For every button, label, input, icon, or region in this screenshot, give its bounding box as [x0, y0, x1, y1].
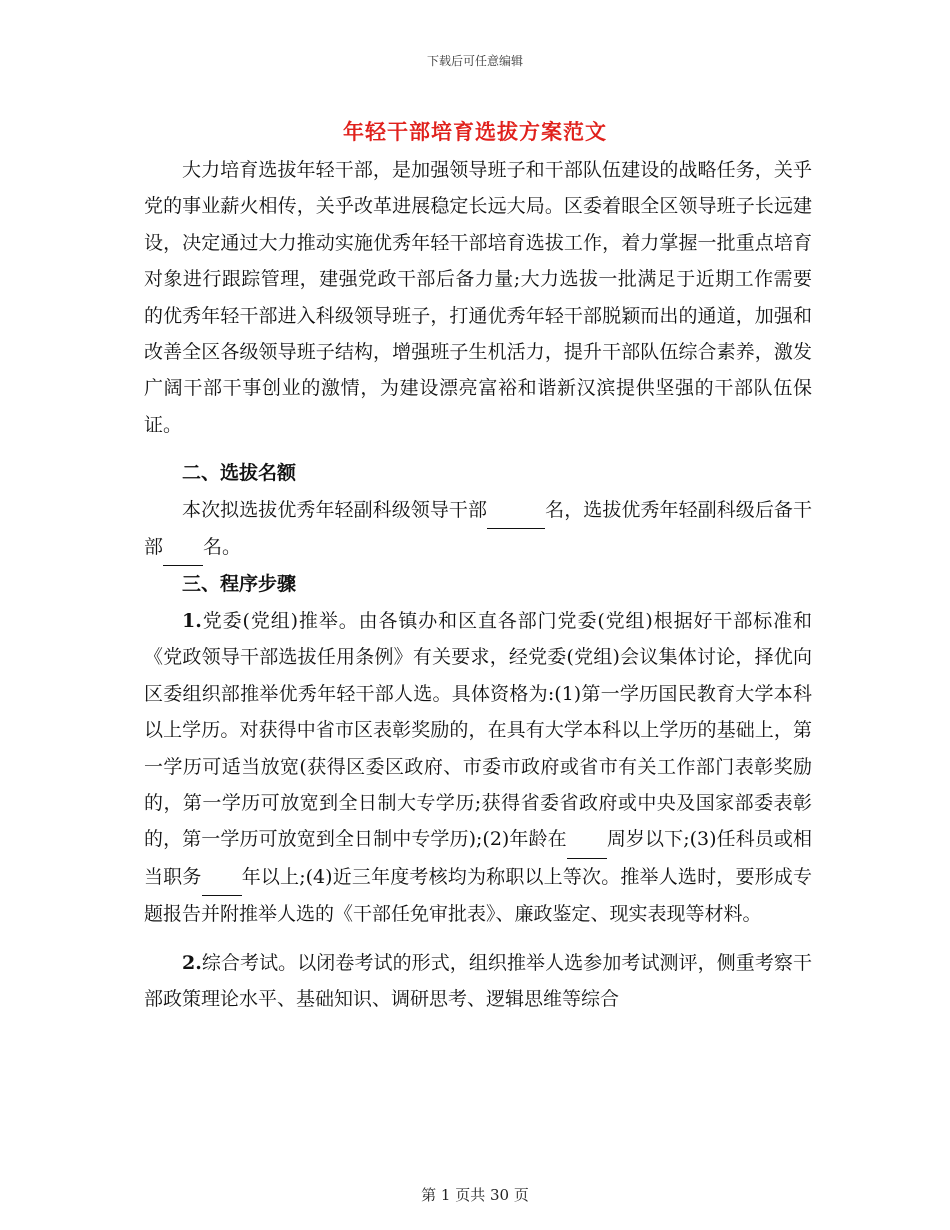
document-body	[144, 152, 812, 1017]
blank-field	[567, 821, 607, 858]
quota-text-2: 名，选拔优秀年轻副科级后备干部	[144, 498, 812, 559]
blank-field	[202, 859, 242, 896]
step1-text-a: 党委(党组)推举。由各镇办和区直各部门党委(党组)根据好干部标准和《党政领导干部选拔任用条例》有关要求，经党委(党组)会议集体讨论，择优向区委组织部推举优秀年轻干部人选。具体资格为:(1)第一学历国民教育大学本科以上学历。对获得中省市区表彰奖励的，在具有大学本科以上学历的基础上，第一学历可适当放宽(获得区委区政府、市委市政府或省市有关工作部门表彰奖励的，第一学历可放宽到全日制大专学历;获得省委省政府或中央及国家部委表彰的，第一学历可放宽到全日制中专学历);(2)年龄在	[144, 609, 812, 851]
step2-text: 综合考试。以闭卷考试的形式，组织推举人选参加考试测评，侧重考察干部政策理论水平、基础知识、调研思考、逻辑思维等综合	[144, 951, 812, 1010]
page-header: 下载后可任意编辑	[426, 54, 523, 68]
step1-text-b: 周岁以下;(3)任科员或相当职务	[144, 828, 812, 888]
blank-field	[487, 492, 545, 529]
step1-number: 1.	[182, 609, 202, 632]
quota-paragraph	[144, 492, 812, 567]
step1-paragraph	[144, 603, 812, 933]
quota-text-3: 名。	[203, 536, 242, 559]
blank-field	[163, 529, 203, 566]
step1-text-c: 年以上;(4)近三年度考核均为称职以上等次。推举人选时，要形成专题报告并附推举人选的《干部任免审批表》、廉政鉴定、现实表现等材料。	[144, 865, 812, 926]
step2-paragraph	[144, 945, 812, 1018]
section-heading-quota: 二、选拔名额	[182, 462, 297, 485]
document-title: 年轻干部培育选拔方案范文	[343, 119, 607, 144]
page-footer: 第 1 页共 30 页	[421, 1186, 529, 1204]
intro-paragraph: 大力培育选拔年轻干部，是加强领导班子和干部队伍建设的战略任务，关乎党的事业薪火相传，关乎改革进展稳定长远大局。区委着眼全区领导班子长远建设，决定通过大力推动实施优秀年轻干部培育选拔工作，着力掌握一批重点培育对象进行跟踪管理，建强党政干部后备力量;大力选拔一批满足于近期工作需要的优秀年轻干部进入科级领导班子，打通优秀年轻干部脱颖而出的通道，加强和改善全区各级领导班子结构，增强班子生机活力，提升干部队伍综合素养，激发广阔干部干事创业的激情，为建设漂亮富裕和谐新汉滨提供坚强的干部队伍保证。	[144, 159, 812, 436]
step2-number: 2.	[182, 951, 202, 974]
section-heading-procedure: 三、程序步骤	[182, 573, 297, 596]
quota-text-1: 本次拟选拔优秀年轻副科级领导干部	[182, 498, 488, 521]
